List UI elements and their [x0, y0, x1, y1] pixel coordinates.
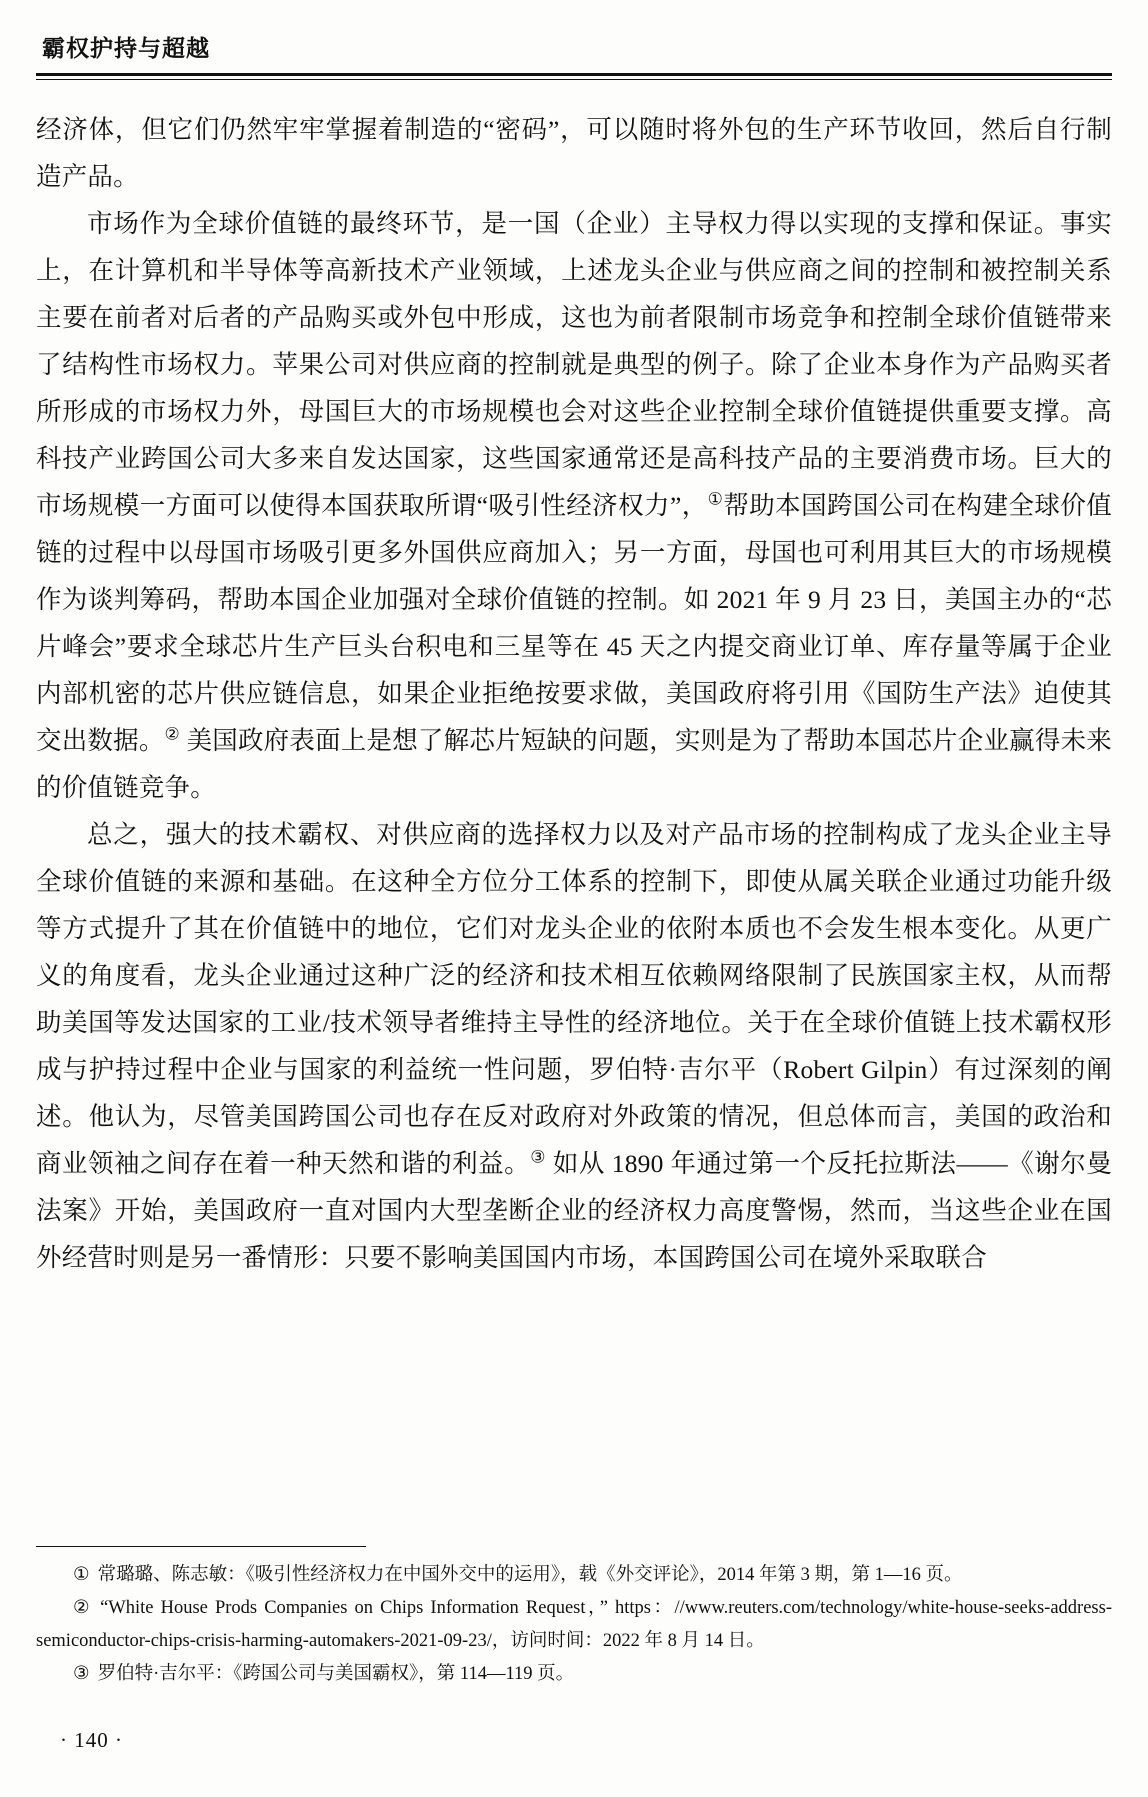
footnote-text: 罗伯特·吉尔平：《跨国公司与美国霸权》，第 114—119 页。: [97, 1664, 575, 1684]
body-text: [36, 106, 1112, 1281]
footnote-text: 常璐璐、陈志敏：《吸引性经济权力在中国外交中的运用》，载《外交评论》，2014 年第 3 期，第 1—16 页。: [97, 1565, 963, 1585]
footnote-list: [36, 1559, 1112, 1691]
footnote-marker: ①: [73, 1565, 90, 1585]
paragraph-1: 经济体，但它们仍然牢牢掌握着制造的“密码”，可以随时将外包的生产环节收回，然后自行制造产品。: [36, 115, 1112, 191]
paragraph-3-part-1: 总之，强大的技术霸权、对供应商的选择权力以及对产品市场的控制构成了龙头企业主导全球价值链的来源和基础。在这种全方位分工体系的控制下，即使从属关联企业通过功能升级等方式提升了其在价值链中的地位，它们对龙头企业的依附本质也不会发生根本变化。从更广义的角度看，龙头企业通过这种广泛的经济和技术相互依赖网络限制了民族国家主权，从而帮助美国等发达国家的工业/技术领导者维持主导性的经济地位。关于在全球价值链上技术霸权形成与护持过程中企业与国家的利益统一性问题，罗伯特·吉尔平（Robert Gilpin）有过深刻的阐述。他认为，尽管美国跨国公司也存在反对政府对外政策的情况，但总体而言，美国的政治和商业领袖之间存在着一种天然和谐的利益。: [36, 820, 1112, 1178]
paragraph-3: [36, 811, 1112, 1281]
footnote-ref-3: ③: [530, 1147, 546, 1167]
footnote-marker: ③: [73, 1664, 90, 1684]
paragraph-3-part-2: 如从 1890 年通过第一个反托拉斯法——《谢尔曼法案》开始，美国政府一直对国内大型垄断企业的经济权力高度警惕，然而，当这些企业在国外经营时则是另一番情形：只要不影响美国国内市场，本国跨国公司在境外采取联合: [36, 1149, 1112, 1272]
footnote-marker: ②: [73, 1598, 93, 1618]
running-head: 霸权护持与超越: [42, 36, 210, 61]
page-content: [36, 30, 1112, 1777]
footnote-item: [36, 1658, 1112, 1691]
footnote-item: [36, 1592, 1112, 1658]
footnote-ref-2: ②: [164, 724, 180, 744]
header-rule-thick: [36, 73, 1112, 76]
footnote-text: “White House Prods Companies on Chips Information Request，” https：//www.reuters.com/technology/white-house-seeks-address-semiconductor-chips-crisis-harming-automakers-2021-09-23/，访问时间：2022 年 8 月 14 日。: [36, 1598, 1112, 1651]
paragraph-2-part-3: 美国政府表面上是想了解芯片短缺的问题，实则是为了帮助本国芯片企业赢得未来的价值链竞争。: [36, 726, 1112, 802]
footnote-area: [36, 1546, 1112, 1691]
header-rule-thin: [36, 79, 1112, 80]
footnote-ref-1: ①: [707, 489, 724, 509]
paragraph-2: [36, 200, 1112, 811]
footnote-separator-rule: [36, 1546, 366, 1547]
paragraph-2-part-2: 帮助本国跨国公司在构建全球价值链的过程中以母国市场吸引更多外国供应商加入；另一方面，母国也可利用其巨大的市场规模作为谈判筹码，帮助本国企业加强对全球价值链的控制。如 2021 年 9 月 23 日，美国主办的“芯片峰会”要求全球芯片生产巨头台积电和三星等在 45 天之内提交商业订单、库存量等属于企业内部机密的芯片供应链信息，如果企业拒绝按要求做，美国政府将引用《国防生产法》迫使其交出数据。: [36, 491, 1112, 755]
footnote-item: [36, 1559, 1112, 1592]
paragraph-2-part-1: 市场作为全球价值链的最终环节，是一国（企业）主导权力得以实现的支撑和保证。事实上，在计算机和半导体等高新技术产业领域，上述龙头企业与供应商之间的控制和被控制关系主要在前者对后者的产品购买或外包中形成，这也为前者限制市场竞争和控制全球价值链带来了结构性市场权力。苹果公司对供应商的控制就是典型的例子。除了企业本身作为产品购买者所形成的市场权力外，母国巨大的市场规模也会对这些企业控制全球价值链提供重要支撑。高科技产业跨国公司大多来自发达国家，这些国家通常还是高科技产品的主要消费市场。巨大的市场规模一方面可以使得本国获取所谓“吸引性经济权力”，: [36, 209, 1112, 520]
page-number: · 140 ·: [60, 1728, 123, 1752]
